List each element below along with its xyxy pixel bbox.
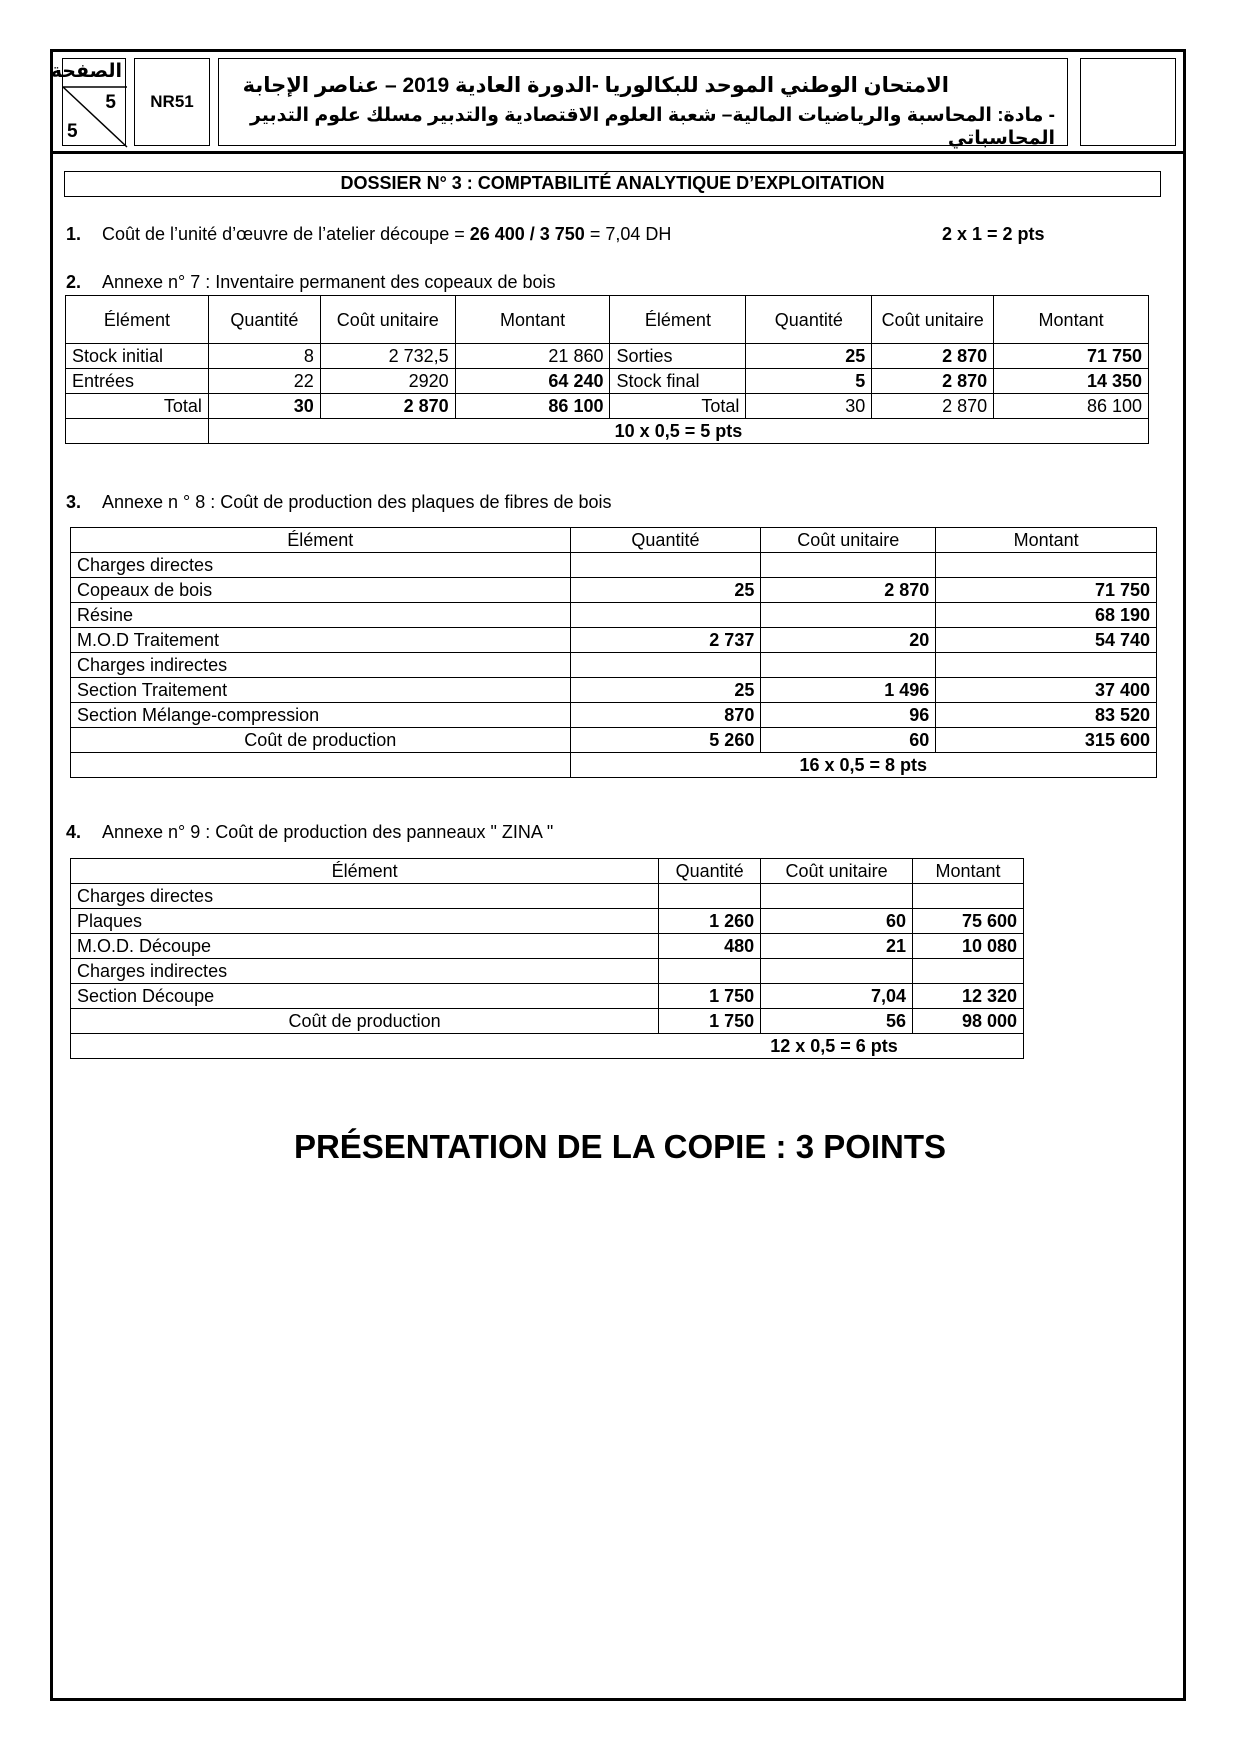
table-cell	[936, 653, 1157, 678]
table-row	[71, 984, 1024, 1009]
table-cell: 22	[208, 369, 320, 394]
question-4-title: Annexe n° 9 : Coût de production des panneaux " ZINA "	[102, 822, 554, 842]
header-cell: Quantité	[746, 296, 872, 344]
table-row	[71, 653, 1157, 678]
question-2-heading	[66, 272, 556, 293]
points-row	[71, 753, 1157, 778]
table-cell: M.O.D. Découpe	[71, 934, 659, 959]
table-row	[66, 394, 1149, 419]
table-row	[71, 703, 1157, 728]
header-cell: Élément	[71, 859, 659, 884]
question-1-calc: 26 400 / 3 750	[469, 224, 585, 244]
table-cell	[761, 884, 913, 909]
table-cell: 5 260	[570, 728, 761, 753]
page-current: 5	[105, 92, 116, 113]
question-1-text: Coût de l’unité d’œuvre de l’atelier découpe =	[102, 224, 470, 244]
page-number-box	[50, 58, 126, 146]
header-cell: Montant	[994, 296, 1149, 344]
table-row	[71, 553, 1157, 578]
table-cell: Section Traitement	[71, 678, 571, 703]
question-1-points: 2 x 1 = 2 pts	[942, 224, 1045, 244]
table-cell	[659, 959, 761, 984]
question-3-points: 16 x 0,5 = 8 pts	[570, 753, 1156, 778]
question-3-heading	[66, 492, 612, 513]
table-cell: 1 750	[659, 1009, 761, 1034]
table-cell: 86 100	[994, 394, 1149, 419]
exam-title-line2: - مادة: المحاسبة والرياضيات المالية– شعبة العلوم الاقتصادية والتدبير مسلك علوم التدبير المحاسباتي	[249, 105, 1055, 149]
table-cell: Stock final	[610, 369, 746, 394]
table-row	[71, 934, 1024, 959]
grade-box	[1080, 58, 1176, 146]
plaques-cost-table	[70, 527, 1157, 778]
header-cell: Montant	[936, 528, 1157, 553]
table-cell: 480	[659, 934, 761, 959]
header-cell: Coût unitaire	[872, 296, 994, 344]
table-cell: Plaques	[71, 909, 659, 934]
page-total: 5	[67, 121, 78, 142]
table-header-row	[71, 859, 1024, 884]
table-cell: 25	[746, 344, 872, 369]
table-cell: Coût de production	[71, 1009, 659, 1034]
table-cell: M.O.D Traitement	[71, 628, 571, 653]
header-cell: Montant	[913, 859, 1024, 884]
table-cell: 2 732,5	[320, 344, 455, 369]
table-cell: 870	[570, 703, 761, 728]
table-cell: 30	[746, 394, 872, 419]
table-cell: 60	[761, 728, 936, 753]
table-header-row	[71, 528, 1157, 553]
presentation-note: PRÉSENTATION DE LA COPIE : 3 POINTS	[293, 1128, 947, 1165]
table-cell: 14 350	[994, 369, 1149, 394]
table-row	[71, 578, 1157, 603]
table-cell: 2 870	[872, 369, 994, 394]
table-row	[71, 728, 1157, 753]
table-cell: Section Mélange-compression	[71, 703, 571, 728]
table-cell: 60	[761, 909, 913, 934]
table-cell: 7,04	[761, 984, 913, 1009]
table-cell: Charges directes	[71, 553, 571, 578]
question-4-heading	[66, 822, 553, 843]
inventory-table	[65, 295, 1149, 444]
question-3-number: 3.	[66, 492, 82, 512]
table-cell: 86 100	[455, 394, 610, 419]
table-cell	[570, 553, 761, 578]
points-row	[71, 1034, 1024, 1059]
table-cell: Copeaux de bois	[71, 578, 571, 603]
question-3-title: Annexe n ° 8 : Coût de production des plaques de fibres de bois	[102, 492, 612, 512]
header-cell: Coût unitaire	[761, 528, 936, 553]
question-4-number: 4.	[66, 822, 82, 842]
table-cell: 83 520	[936, 703, 1157, 728]
table-row	[71, 884, 1024, 909]
table-cell: 98 000	[913, 1009, 1024, 1034]
header-cell: Coût unitaire	[761, 859, 913, 884]
header-cell: Élément	[71, 528, 571, 553]
table-cell: 10 080	[913, 934, 1024, 959]
page-label: الصفحة	[50, 61, 122, 82]
table-cell: 1 496	[761, 678, 936, 703]
table-cell: 21	[761, 934, 913, 959]
exam-code-box	[134, 58, 210, 146]
table-cell: 2 870	[872, 394, 994, 419]
table-cell: Entrées	[66, 369, 209, 394]
header-cell: Quantité	[208, 296, 320, 344]
table-cell: Section Découpe	[71, 984, 659, 1009]
table-cell: 68 190	[936, 603, 1157, 628]
table-cell: 2 737	[570, 628, 761, 653]
question-1	[66, 224, 671, 245]
table-row	[71, 1009, 1024, 1034]
table-cell: Stock initial	[66, 344, 209, 369]
exam-code: NR51	[150, 92, 194, 111]
table-cell: 25	[570, 578, 761, 603]
table-cell	[913, 959, 1024, 984]
header-cell: Quantité	[570, 528, 761, 553]
table-cell	[913, 884, 1024, 909]
table-cell: 2 870	[872, 344, 994, 369]
table-cell: 1 260	[659, 909, 761, 934]
table-cell	[659, 884, 761, 909]
table-cell: 20	[761, 628, 936, 653]
table-row	[71, 959, 1024, 984]
table-row	[71, 909, 1024, 934]
table-cell: 75 600	[913, 909, 1024, 934]
table-cell: Sorties	[610, 344, 746, 369]
table-row	[66, 344, 1149, 369]
dossier-title: DOSSIER N° 3 : COMPTABILITÉ ANALYTIQUE D’EXPLOITATION	[64, 171, 1161, 197]
table-cell: 71 750	[936, 578, 1157, 603]
exam-title-box	[218, 58, 1068, 149]
table-cell	[570, 603, 761, 628]
table-cell	[761, 653, 936, 678]
table-cell: 5	[746, 369, 872, 394]
table-cell: 1 750	[659, 984, 761, 1009]
header-cell: Quantité	[659, 859, 761, 884]
table-cell	[71, 753, 571, 778]
table-cell: 2 870	[761, 578, 936, 603]
table-cell	[66, 419, 209, 444]
table-row	[71, 678, 1157, 703]
table-cell	[761, 553, 936, 578]
question-1-result: = 7,04 DH	[584, 224, 672, 244]
header-cell: Élément	[610, 296, 746, 344]
table-cell: 96	[761, 703, 936, 728]
question-2-points: 10 x 0,5 = 5 pts	[208, 419, 1148, 444]
table-cell: 12 320	[913, 984, 1024, 1009]
table-cell: 71 750	[994, 344, 1149, 369]
table-row	[71, 628, 1157, 653]
header-cell: Élément	[66, 296, 209, 344]
table-cell: 56	[761, 1009, 913, 1034]
table-cell: Résine	[71, 603, 571, 628]
table-cell: Charges indirectes	[71, 653, 571, 678]
table-cell	[570, 653, 761, 678]
header-cell: Montant	[455, 296, 610, 344]
table-cell: 315 600	[936, 728, 1157, 753]
table-cell: 30	[208, 394, 320, 419]
table-cell	[761, 959, 913, 984]
table-cell: 8	[208, 344, 320, 369]
table-cell: 37 400	[936, 678, 1157, 703]
table-cell: Total	[610, 394, 746, 419]
question-2-title: Annexe n° 7 : Inventaire permanent des copeaux de bois	[102, 272, 556, 292]
table-cell: 25	[570, 678, 761, 703]
table-cell: 21 860	[455, 344, 610, 369]
header-divider	[50, 151, 1186, 154]
table-cell: 64 240	[455, 369, 610, 394]
table-cell: 54 740	[936, 628, 1157, 653]
table-cell	[936, 553, 1157, 578]
table-cell: Coût de production	[71, 728, 571, 753]
question-2-number: 2.	[66, 272, 82, 292]
table-header-row	[66, 296, 1149, 344]
table-cell: Total	[66, 394, 209, 419]
exam-title-line1: الامتحان الوطني الموحد للبكالوريا -الدورة العادية 2019 – عناصر الإجابة	[242, 74, 949, 97]
table-row	[71, 603, 1157, 628]
table-row	[66, 369, 1149, 394]
table-cell	[761, 603, 936, 628]
points-row	[66, 419, 1149, 444]
table-cell: Charges indirectes	[71, 959, 659, 984]
table-cell: 2 870	[320, 394, 455, 419]
zina-cost-table	[70, 858, 1024, 1059]
header-cell: Coût unitaire	[320, 296, 455, 344]
question-4-points: 12 x 0,5 = 6 pts	[71, 1034, 1024, 1059]
table-cell: Charges directes	[71, 884, 659, 909]
table-cell: 2920	[320, 369, 455, 394]
question-1-number: 1.	[66, 224, 82, 244]
